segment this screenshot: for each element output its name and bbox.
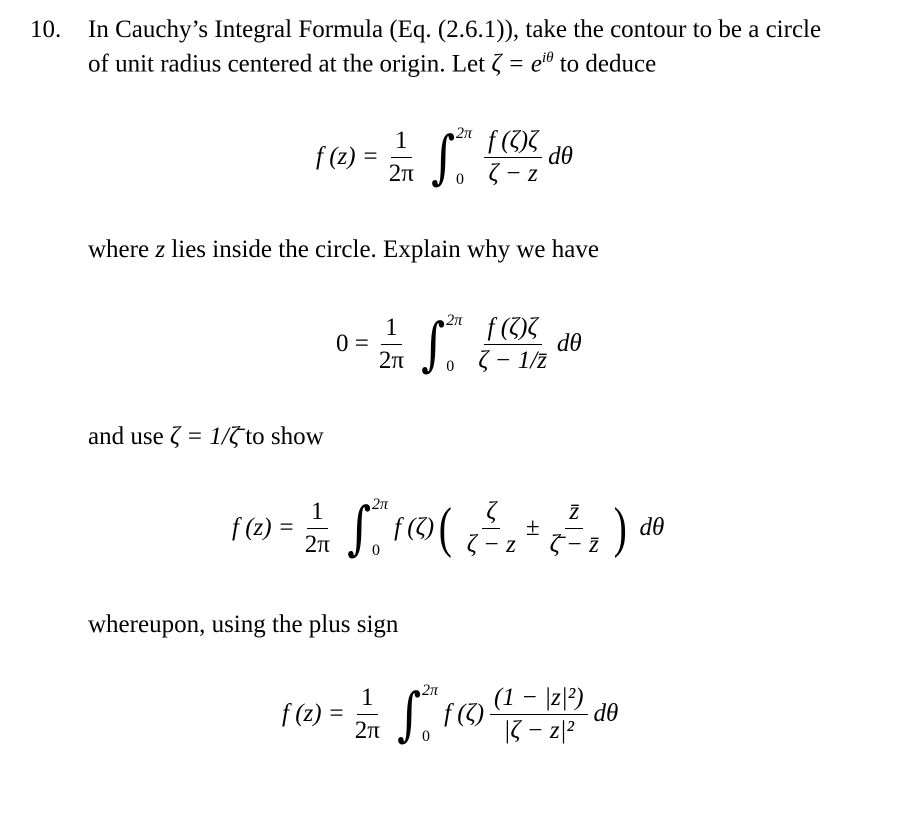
integral-sign: ∫ 2π 0 (396, 680, 439, 748)
intro-line-1: In Cauchy’s Integral Formula (Eq. (2.6.1)), take the contour to be a circle (88, 16, 822, 43)
poisson-kernel (490, 684, 588, 744)
intro-text-end: to deduce (553, 50, 657, 78)
text: where (88, 236, 156, 263)
text: lies inside the circle. Explain why we have (165, 236, 599, 263)
text: and use (88, 423, 170, 450)
numerator: z̄ (565, 498, 583, 529)
denominator: |ζ − z|² (503, 716, 575, 744)
right-paren: ) (613, 497, 627, 559)
left-paren: ( (438, 497, 452, 559)
numerator: (1 − |z|²) (490, 684, 588, 715)
integral-sign: ∫ 2π 0 (430, 123, 473, 191)
numerator: f (ζ)ζ (484, 314, 542, 345)
differential: dθ (556, 330, 582, 357)
denominator: 2π (388, 159, 414, 187)
intro-line-2 (88, 50, 656, 78)
upper-limit: 2π (372, 496, 389, 513)
numerator: ζ (482, 498, 500, 529)
denominator: 2π (378, 346, 404, 374)
text-whereupon: whereupon, using the plus sign (88, 611, 399, 638)
math-z: z (155, 236, 166, 263)
lower-limit: 0 (372, 542, 381, 559)
integrand: f (ζ) (444, 700, 485, 727)
term-2 (546, 498, 603, 558)
numerator: 1 (391, 127, 412, 158)
text-where (88, 236, 599, 264)
numerator: 1 (381, 314, 402, 345)
numerator: 1 (357, 684, 378, 715)
upper-limit: 2π (456, 125, 473, 142)
text: to show (238, 423, 324, 450)
upper-limit: 2π (446, 312, 463, 329)
text-and-use (88, 423, 324, 451)
denominator: ζ̄ − z̄ (549, 530, 599, 558)
lhs: 0 = (336, 330, 369, 357)
lhs: f (z) = (232, 514, 295, 541)
numerator: 1 (307, 498, 328, 529)
substitution-math: ζ = e (491, 50, 542, 78)
lhs: f (z) = (316, 143, 379, 170)
differential: dθ (593, 700, 619, 727)
term-1 (463, 498, 520, 558)
equation-4 (282, 682, 618, 746)
upper-limit: 2π (422, 682, 439, 699)
integral-sign: ∫ 2π 0 (346, 494, 389, 562)
intro-text: of unit radius centered at the origin. Let (88, 50, 492, 78)
denominator: ζ − z (488, 159, 538, 187)
coefficient (301, 498, 334, 558)
denominator: ζ − 1/z̄ (478, 346, 547, 374)
denominator: 2π (354, 716, 380, 744)
denominator: ζ − z (466, 530, 516, 558)
lower-limit: 0 (446, 358, 455, 375)
coefficient (375, 314, 408, 374)
denominator: 2π (304, 530, 330, 558)
equation-2 (336, 312, 582, 376)
numerator: f (ζ)ζ (484, 127, 542, 158)
coefficient (385, 127, 418, 187)
differential: dθ (639, 514, 665, 541)
math-substitution: ζ = 1/ζ̄ (169, 423, 239, 450)
integral-sign: ∫ 2π 0 (421, 310, 463, 378)
differential: dθ (548, 143, 573, 170)
plus-minus: ± (525, 514, 540, 541)
equation-3 (232, 496, 664, 560)
integrand: f (ζ) (394, 514, 435, 541)
problem-number: 10. (30, 16, 62, 43)
lower-limit: 0 (456, 171, 465, 188)
equation-1 (316, 125, 573, 189)
lhs: f (z) = (282, 700, 345, 727)
lower-limit: 0 (422, 728, 431, 745)
coefficient (351, 684, 384, 744)
integrand-fraction (474, 314, 551, 374)
exponent: iθ (541, 50, 554, 66)
integrand-fraction (484, 127, 542, 187)
